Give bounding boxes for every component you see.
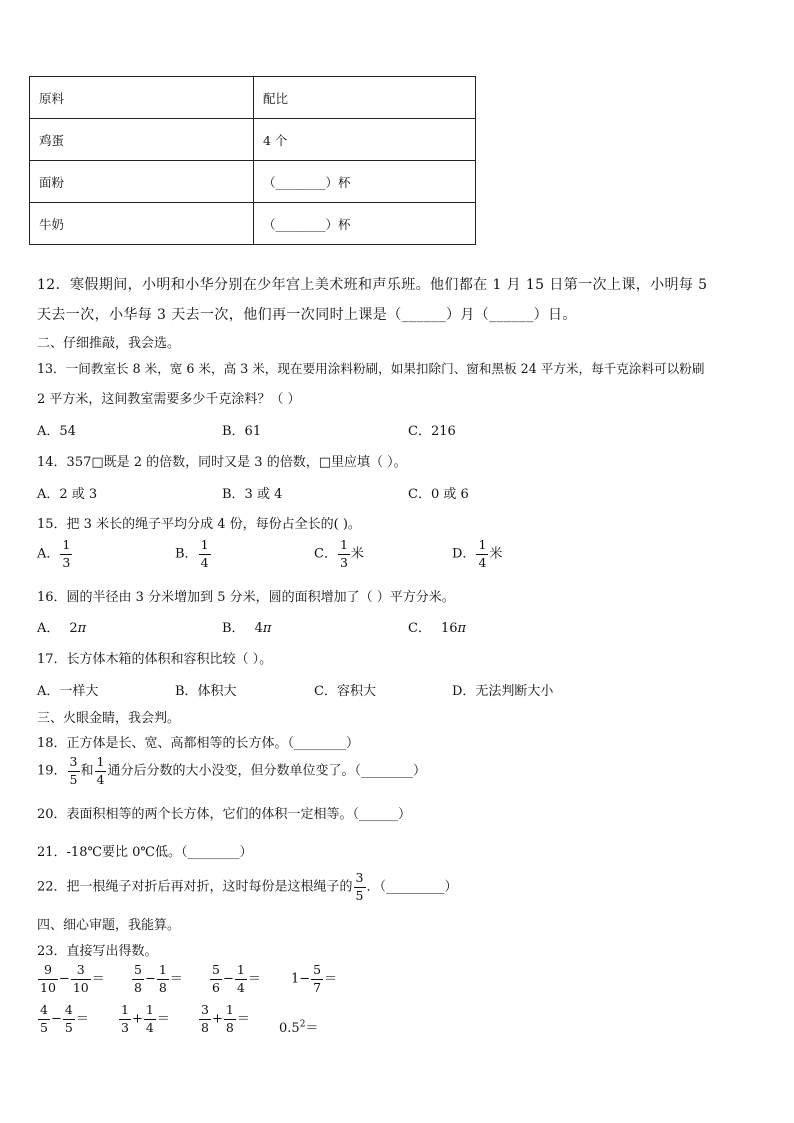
denominator: 6 xyxy=(212,979,220,995)
pi-symbol: π xyxy=(262,621,272,636)
option-label: B． xyxy=(175,546,198,562)
expression-5 xyxy=(37,1004,89,1034)
fraction xyxy=(38,964,58,994)
fraction xyxy=(199,539,211,569)
option-label: B． xyxy=(222,621,245,636)
question-21: 21．-18℃要比 0℃低。（________） xyxy=(37,845,253,860)
question-19 xyxy=(37,756,426,786)
coefficient: 4 xyxy=(254,621,263,636)
numerator: 1 xyxy=(339,537,348,552)
question-text-end: ．（_________） xyxy=(366,879,458,895)
denominator: 8 xyxy=(158,979,167,995)
question-text: 通分后分数的大小没变，但分数单位变了。（________） xyxy=(107,763,426,779)
fraction xyxy=(210,964,222,994)
denominator: 5 xyxy=(355,887,364,903)
operator: − xyxy=(222,971,234,987)
denominator: 3 xyxy=(62,554,71,570)
table-row xyxy=(30,77,476,119)
numerator: 1 xyxy=(478,537,487,552)
numerator: 4 xyxy=(40,1002,48,1017)
equals-sign: ＝ xyxy=(305,1021,319,1036)
unit: 米 xyxy=(489,546,503,562)
section-3-heading: 三、火眼金睛，我会判。 xyxy=(37,711,181,726)
numerator: 3 xyxy=(76,962,85,977)
option-label: C． xyxy=(314,546,337,562)
question-20: 20．表面积相等的两个长方体，它们的体积一定相等。（______） xyxy=(37,807,412,822)
denominator: 4 xyxy=(236,979,245,995)
option-b xyxy=(222,617,271,636)
table-cell: 配比 xyxy=(254,77,476,119)
numerator: 1 xyxy=(158,962,167,977)
base: 0.5 xyxy=(279,1021,300,1036)
table-cell: 4 个 xyxy=(254,119,476,161)
table-cell: （________）杯 xyxy=(254,203,476,245)
option-d xyxy=(452,539,502,569)
fraction xyxy=(338,539,350,569)
operator: − xyxy=(58,971,70,987)
question-17: 17．长方体木箱的体积和容积比较（ ）。 xyxy=(37,652,273,667)
equals-sign: ＝ xyxy=(324,971,338,987)
numerator: 5 xyxy=(313,962,322,977)
fraction xyxy=(95,756,107,786)
option-b: B．61 xyxy=(222,424,262,439)
section-2-heading: 二、仔细推敲，我会选。 xyxy=(37,336,181,351)
table-cell: 鸡蛋 xyxy=(30,119,254,161)
option-a: A．一样大 xyxy=(37,684,99,699)
numerator: 1 xyxy=(96,754,105,769)
denominator: 5 xyxy=(64,1019,73,1035)
fraction xyxy=(199,1004,211,1034)
option-b: B．体积大 xyxy=(175,684,237,699)
option-c xyxy=(408,617,466,636)
denominator: 3 xyxy=(339,554,348,570)
recipe-table xyxy=(29,76,476,245)
operator: − xyxy=(144,971,156,987)
option-label: A． xyxy=(37,621,60,636)
fraction xyxy=(38,1004,50,1034)
numerator: 3 xyxy=(355,870,364,885)
operator: + xyxy=(211,1011,223,1027)
fraction xyxy=(476,539,488,569)
section-4-heading: 四、细心审题，我能算。 xyxy=(37,918,181,933)
expression-8 xyxy=(279,1017,318,1036)
question-12-line2: 天去一次，小华每 3 天去一次，他们再一次同时上课是（______）月（______）日。 xyxy=(37,307,577,323)
denominator: 4 xyxy=(200,554,209,570)
option-a: A．54 xyxy=(37,424,76,439)
fraction xyxy=(224,1004,236,1034)
table-row xyxy=(30,119,476,161)
table-row xyxy=(30,203,476,245)
option-c: C．容积大 xyxy=(314,684,376,699)
question-14: 14．357□既是 2 的倍数，同时又是 3 的倍数，□里应填（ ）。 xyxy=(37,455,407,470)
denominator: 10 xyxy=(40,979,56,995)
expression-7 xyxy=(198,1004,250,1034)
fraction xyxy=(354,872,366,902)
question-13-line1: 13．一间教室长 8 米，宽 6 米，高 3 米，现在要用涂料粉刷，如果扣除门、窗和黑板 24 平方米，每千克涂料可以粉刷 xyxy=(37,361,705,376)
numerator: 1 xyxy=(200,537,209,552)
table-cell: 原料 xyxy=(30,77,254,119)
option-label: D． xyxy=(452,546,476,562)
fraction xyxy=(119,1004,131,1034)
option-d: D．无法判断大小 xyxy=(452,684,554,699)
numerator: 1 xyxy=(145,1002,154,1017)
expression-4 xyxy=(291,964,337,994)
table-cell: 牛奶 xyxy=(30,203,254,245)
equals-sign: ＝ xyxy=(91,971,105,987)
numerator: 1 xyxy=(62,537,71,552)
expression-1 xyxy=(37,964,105,994)
numerator: 9 xyxy=(43,962,52,977)
numerator: 5 xyxy=(134,962,142,977)
exponent: 2 xyxy=(299,1019,306,1030)
option-b xyxy=(175,539,212,569)
option-c xyxy=(314,539,364,569)
numerator: 4 xyxy=(64,1002,73,1017)
option-c: C．0 或 6 xyxy=(408,487,469,502)
option-label: C． xyxy=(408,621,431,636)
fraction xyxy=(63,1004,75,1034)
question-22 xyxy=(37,872,458,902)
numerator: 5 xyxy=(212,962,220,977)
question-16: 16．圆的半径由 3 分米增加到 5 分米，圆的面积增加了（ ）平方分米。 xyxy=(37,590,455,605)
coefficient: 16 xyxy=(440,621,458,636)
denominator: 4 xyxy=(478,554,487,570)
denominator: 5 xyxy=(40,1019,48,1035)
equals-sign: ＝ xyxy=(75,1011,89,1027)
coefficient: 2 xyxy=(69,621,78,636)
fraction xyxy=(157,964,169,994)
table-cell: （________）杯 xyxy=(254,161,476,203)
denominator: 8 xyxy=(201,1019,209,1035)
leading-term: 1− xyxy=(291,971,311,987)
option-label: A． xyxy=(37,546,60,562)
table-row xyxy=(30,161,476,203)
numerator: 3 xyxy=(201,1002,209,1017)
option-a xyxy=(37,617,86,636)
fraction xyxy=(311,964,323,994)
option-a: A．2 或 3 xyxy=(37,487,98,502)
question-15: 15．把 3 米长的绳子平均分成 4 份，每份占全长的( )。 xyxy=(37,517,361,532)
fraction xyxy=(68,756,80,786)
numerator: 1 xyxy=(121,1002,129,1017)
unit: 米 xyxy=(350,546,364,562)
option-c: C．216 xyxy=(408,424,456,439)
question-12-line1: 12．寒假期间，小明和小华分别在少年宫上美术班和声乐班。他们都在 1 月 15 日第一次上课，小明每 5 xyxy=(37,277,708,293)
fraction xyxy=(132,964,144,994)
denominator: 4 xyxy=(96,771,105,787)
fraction xyxy=(144,1004,156,1034)
expression-6 xyxy=(118,1004,170,1034)
question-13-line2: 2 平方米，这间教室需要多少千克涂料？（ ） xyxy=(37,392,301,407)
pi-symbol: π xyxy=(457,621,467,636)
fraction xyxy=(71,964,91,994)
equals-sign: ＝ xyxy=(156,1011,170,1027)
expression-2 xyxy=(131,964,183,994)
operator: − xyxy=(50,1011,62,1027)
denominator: 4 xyxy=(145,1019,154,1035)
denominator: 7 xyxy=(313,979,322,995)
question-text: 22．把一根绳子对折后再对折，这时每份是这根绳子的 xyxy=(37,879,353,895)
numerator: 1 xyxy=(225,1002,234,1017)
denominator: 10 xyxy=(72,979,89,995)
expression-3 xyxy=(209,964,261,994)
question-number: 19． xyxy=(37,763,67,779)
denominator: 8 xyxy=(134,979,142,995)
equals-sign: ＝ xyxy=(169,971,183,987)
denominator: 3 xyxy=(121,1019,129,1035)
fraction xyxy=(60,539,72,569)
equals-sign: ＝ xyxy=(247,971,261,987)
option-b: B．3 或 4 xyxy=(222,487,283,502)
denominator: 5 xyxy=(69,771,78,787)
question-18: 18．正方体是长、宽、高都相等的长方体。（________） xyxy=(37,736,360,751)
numerator: 3 xyxy=(69,754,78,769)
fraction xyxy=(235,964,247,994)
operator: + xyxy=(131,1011,143,1027)
table-cell: 面粉 xyxy=(30,161,254,203)
question-23-title: 23．直接写出得数。 xyxy=(37,944,158,959)
equals-sign: ＝ xyxy=(236,1011,250,1027)
option-a xyxy=(37,539,73,569)
numerator: 1 xyxy=(236,962,245,977)
pi-symbol: π xyxy=(77,621,87,636)
denominator: 8 xyxy=(225,1019,234,1035)
connector-text: 和 xyxy=(80,763,94,779)
